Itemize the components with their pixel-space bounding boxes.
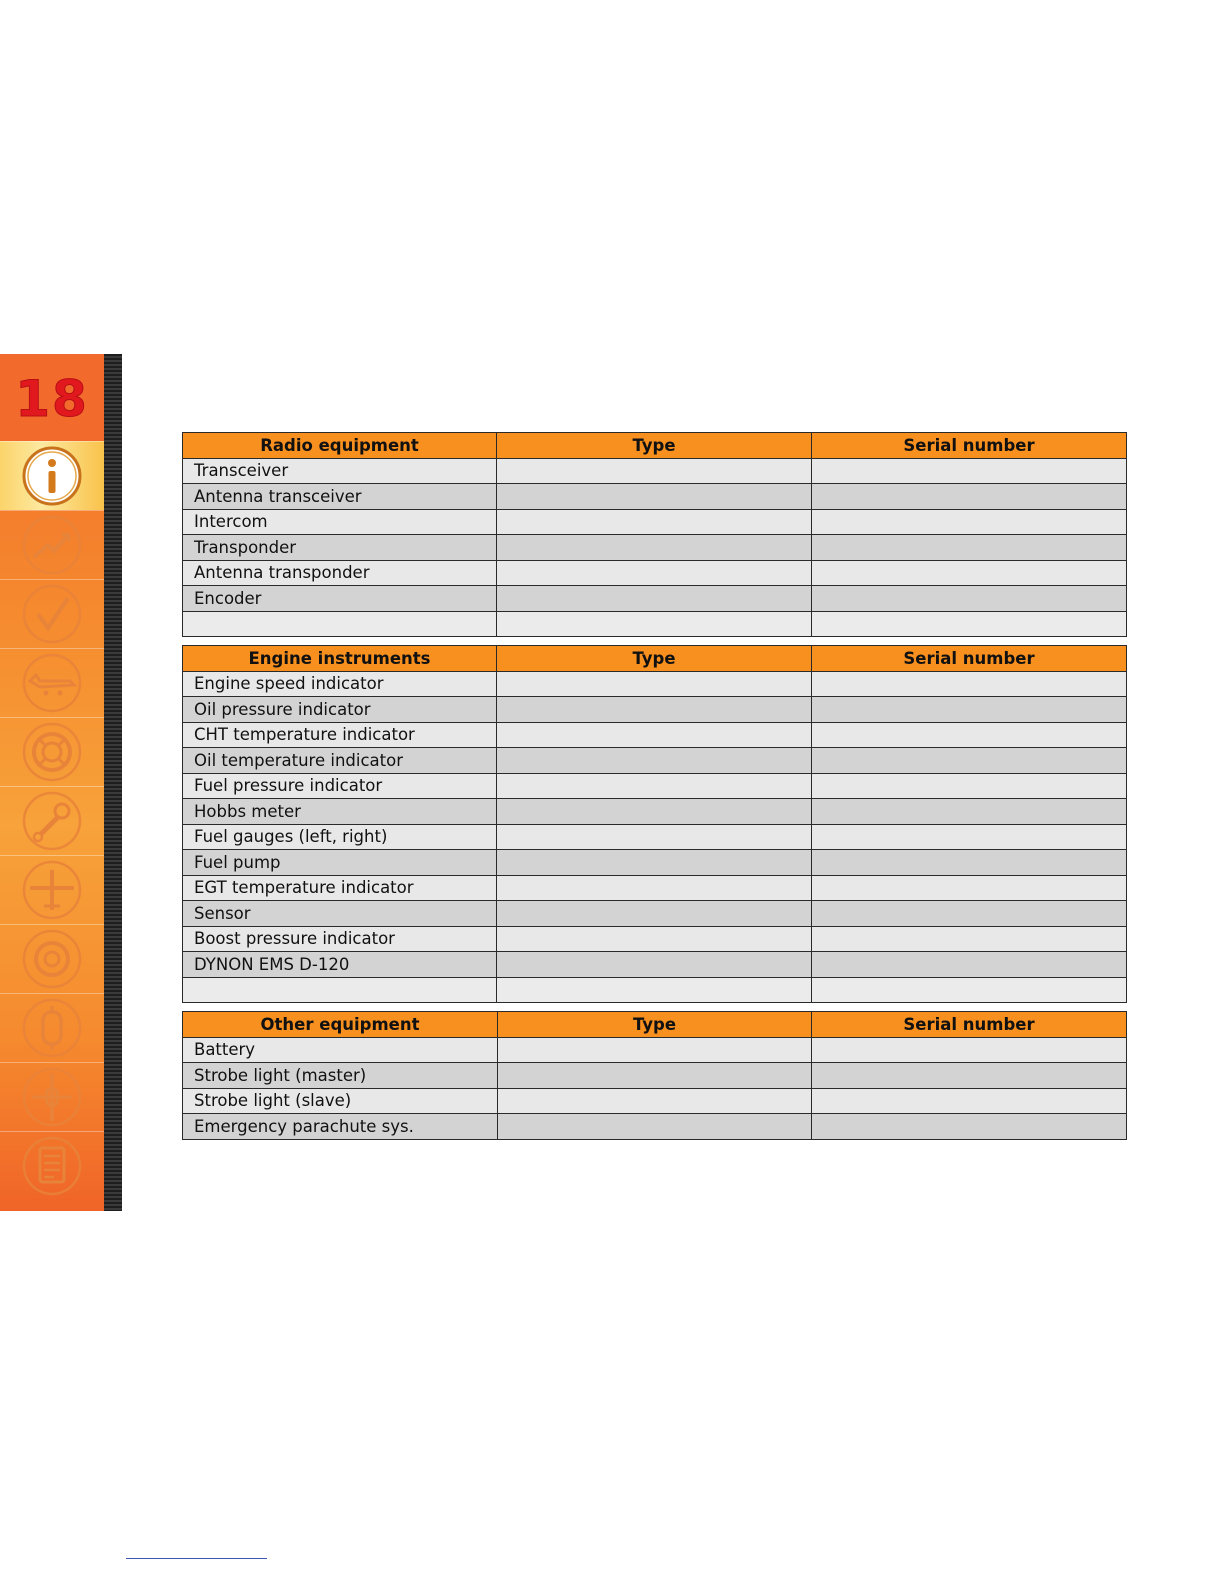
type-cell[interactable] (497, 484, 812, 510)
item-name-cell[interactable] (183, 611, 497, 637)
tab-systems[interactable] (0, 924, 104, 993)
type-cell[interactable] (497, 875, 812, 901)
serial-cell[interactable] (812, 611, 1127, 637)
serial-cell[interactable] (812, 671, 1127, 697)
table-row-blank (183, 611, 1127, 637)
footer-rule (126, 1558, 267, 1559)
serial-cell[interactable] (812, 1063, 1127, 1089)
serial-cell[interactable] (812, 458, 1127, 484)
tab-aircraft[interactable] (0, 648, 104, 717)
table-header-row (183, 433, 1127, 459)
serial-cell[interactable] (812, 748, 1127, 774)
table-row (183, 850, 1127, 876)
tab-propeller[interactable] (0, 1062, 104, 1131)
table-header-row (183, 1012, 1127, 1038)
serial-cell[interactable] (812, 773, 1127, 799)
table-row (183, 484, 1127, 510)
table-row (183, 901, 1127, 927)
item-name-cell: Fuel pressure indicator (183, 773, 497, 799)
column-header-serial: Serial number (812, 433, 1127, 459)
column-header-type: Type (498, 1012, 812, 1038)
type-cell[interactable] (497, 671, 812, 697)
type-cell[interactable] (497, 458, 812, 484)
serial-cell[interactable] (812, 535, 1127, 561)
type-cell[interactable] (497, 535, 812, 561)
chapter-sidebar (0, 354, 122, 1211)
serial-cell[interactable] (812, 977, 1127, 1003)
table-row (183, 952, 1127, 978)
item-name-cell: CHT temperature indicator (183, 722, 497, 748)
checklist-icon (20, 1134, 84, 1198)
table-row (183, 773, 1127, 799)
serial-cell[interactable] (812, 901, 1127, 927)
table-row (183, 1037, 1127, 1063)
table-row (183, 509, 1127, 535)
item-name-cell: Oil temperature indicator (183, 748, 497, 774)
other-equipment-table (182, 1011, 1127, 1140)
type-cell[interactable] (498, 1037, 812, 1063)
type-cell[interactable] (497, 952, 812, 978)
column-header-item: Other equipment (183, 1012, 498, 1038)
item-name-cell: Boost pressure indicator (183, 926, 497, 952)
info-icon (20, 444, 84, 508)
type-cell[interactable] (498, 1063, 812, 1089)
table-row (183, 671, 1127, 697)
tab-checklist[interactable] (0, 579, 104, 648)
column-header-type: Type (497, 646, 812, 672)
engine-instruments-table (182, 645, 1127, 1003)
serial-cell[interactable] (812, 952, 1127, 978)
wrench-icon (20, 789, 84, 853)
table-row (183, 1063, 1127, 1089)
lifebuoy-icon (20, 720, 84, 784)
column-header-serial: Serial number (812, 1012, 1127, 1038)
type-cell[interactable] (497, 748, 812, 774)
serial-cell[interactable] (812, 875, 1127, 901)
item-name-cell: Fuel gauges (left, right) (183, 824, 497, 850)
item-name-cell: EGT temperature indicator (183, 875, 497, 901)
table-row (183, 1114, 1127, 1140)
item-name-cell: Emergency parachute sys. (183, 1114, 498, 1140)
column-header-item: Radio equipment (183, 433, 497, 459)
type-cell[interactable] (497, 611, 812, 637)
column-header-type: Type (497, 433, 812, 459)
radio-equipment-table (182, 432, 1127, 637)
chapter-marker (0, 354, 104, 442)
serial-cell[interactable] (812, 799, 1127, 825)
table-row (183, 824, 1127, 850)
chapter-number: 18 (15, 369, 89, 428)
airplane-top-icon (20, 858, 84, 922)
item-name-cell: Battery (183, 1037, 498, 1063)
tab-engine[interactable] (0, 993, 104, 1062)
type-cell[interactable] (497, 586, 812, 612)
item-name-cell: Transceiver (183, 458, 497, 484)
column-header-serial: Serial number (812, 646, 1127, 672)
serial-cell[interactable] (812, 484, 1127, 510)
serial-cell[interactable] (812, 509, 1127, 535)
item-name-cell: Engine speed indicator (183, 671, 497, 697)
type-cell[interactable] (497, 722, 812, 748)
serial-cell[interactable] (812, 722, 1127, 748)
serial-cell[interactable] (812, 824, 1127, 850)
table-row (183, 748, 1127, 774)
item-name-cell: Strobe light (master) (183, 1063, 498, 1089)
type-cell[interactable] (497, 926, 812, 952)
item-name-cell: Antenna transceiver (183, 484, 497, 510)
type-cell[interactable] (497, 560, 812, 586)
airplane-side-icon (20, 651, 84, 715)
serial-cell[interactable] (812, 560, 1127, 586)
type-cell[interactable] (497, 901, 812, 927)
tab-performance[interactable] (0, 510, 104, 579)
serial-cell[interactable] (812, 586, 1127, 612)
item-name-cell: DYNON EMS D-120 (183, 952, 497, 978)
table-row (183, 926, 1127, 952)
type-cell[interactable] (497, 824, 812, 850)
table-row-blank (183, 977, 1127, 1003)
tab-maintenance[interactable] (0, 786, 104, 855)
item-name-cell: Intercom (183, 509, 497, 535)
table-row (183, 875, 1127, 901)
type-cell[interactable] (497, 697, 812, 723)
serial-cell[interactable] (812, 697, 1127, 723)
item-name-cell: Encoder (183, 586, 497, 612)
table-row (183, 1088, 1127, 1114)
item-name-cell: Transponder (183, 535, 497, 561)
item-name-cell: Antenna transponder (183, 560, 497, 586)
type-cell[interactable] (497, 773, 812, 799)
tab-emergency[interactable] (0, 717, 104, 786)
column-header-item: Engine instruments (183, 646, 497, 672)
engine-icon (20, 996, 84, 1060)
item-name-cell: Hobbs meter (183, 799, 497, 825)
type-cell[interactable] (497, 509, 812, 535)
type-cell[interactable] (498, 1114, 812, 1140)
propeller-icon (20, 1065, 84, 1129)
table-row (183, 535, 1127, 561)
serial-cell[interactable] (812, 1037, 1127, 1063)
item-name-cell[interactable] (183, 977, 497, 1003)
item-name-cell: Oil pressure indicator (183, 697, 497, 723)
checkmark-icon (20, 582, 84, 646)
sidebar-shadow (104, 354, 122, 1211)
table-row (183, 458, 1127, 484)
type-cell[interactable] (498, 1088, 812, 1114)
trend-arrow-icon (20, 513, 84, 577)
type-cell[interactable] (497, 799, 812, 825)
table-row (183, 586, 1127, 612)
table-row (183, 697, 1127, 723)
tab-info[interactable] (0, 441, 104, 510)
type-cell[interactable] (497, 850, 812, 876)
table-header-row (183, 646, 1127, 672)
table-row (183, 560, 1127, 586)
item-name-cell: Sensor (183, 901, 497, 927)
serial-cell[interactable] (812, 926, 1127, 952)
gear-icon (20, 927, 84, 991)
item-name-cell: Strobe light (slave) (183, 1088, 498, 1114)
tab-weight-balance[interactable] (0, 855, 104, 924)
table-row (183, 799, 1127, 825)
type-cell[interactable] (497, 977, 812, 1003)
serial-cell[interactable] (812, 850, 1127, 876)
table-row (183, 722, 1127, 748)
item-name-cell: Fuel pump (183, 850, 497, 876)
serial-cell[interactable] (812, 1114, 1127, 1140)
serial-cell[interactable] (812, 1088, 1127, 1114)
tab-records[interactable] (0, 1131, 104, 1200)
